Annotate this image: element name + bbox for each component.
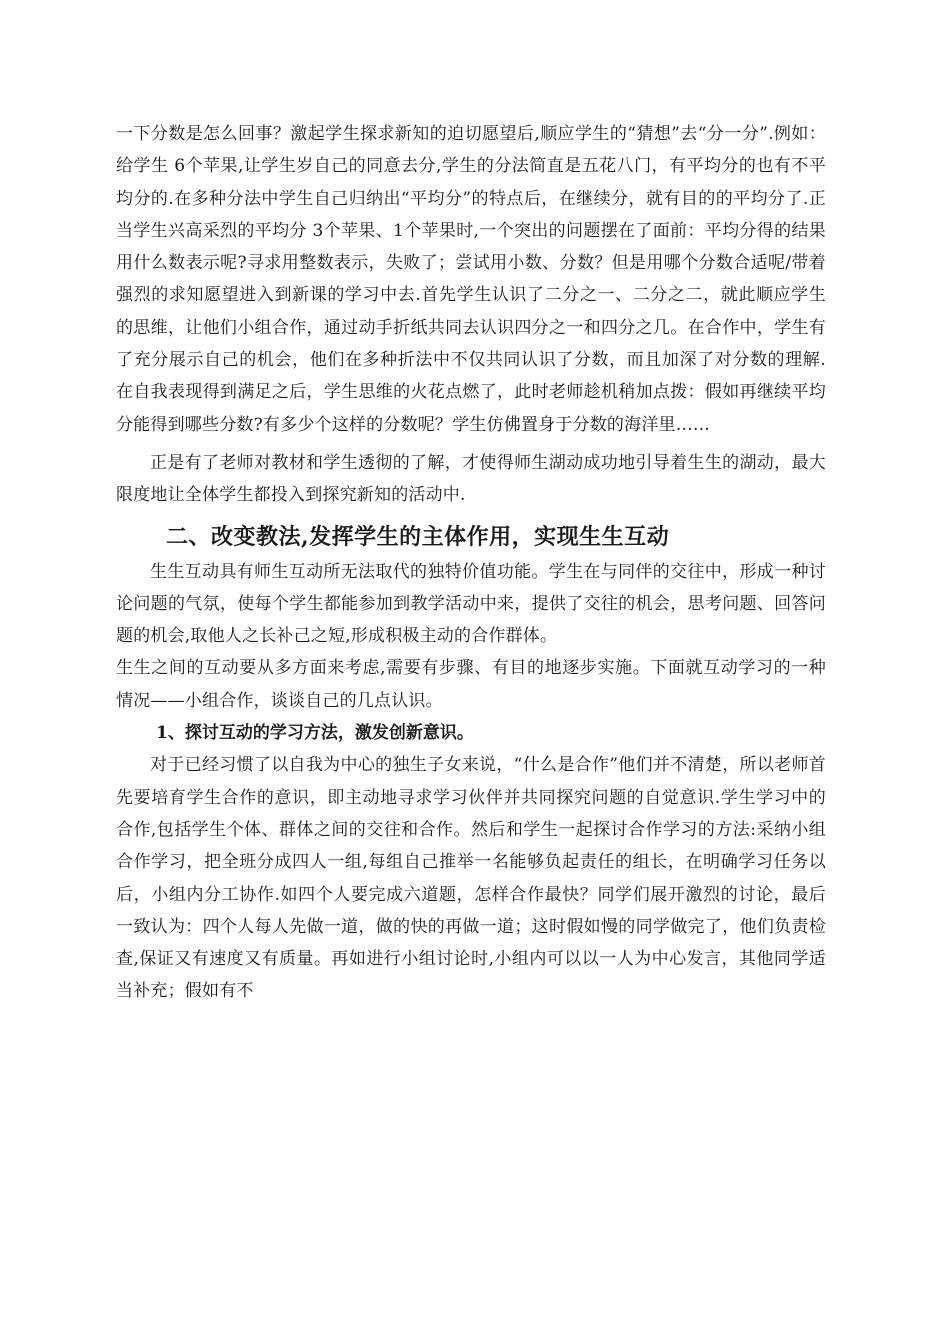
subsection-heading-learning-method: 1、探讨互动的学习方法，激发创新意识。 bbox=[156, 723, 474, 744]
paragraph-student-interaction-value: 生生互动具有师生互动所无法取代的独特价值功能。学生在与同伴的交往中，形成一种讨论问题的气氛，使每个学生都能参加到教学活动中来，提供了交往的机会，思考问题、回答问题的机会,取他人之长补己之短,形成积极主动的合作群体。 bbox=[116, 561, 826, 647]
section-heading-student-interaction: 二、改变教法,发挥学生的主体作用，实现生生互动 bbox=[166, 523, 670, 550]
document-page bbox=[116, 118, 826, 1008]
paragraph-fraction-activity: 一下分数是怎么回事？激起学生探求新知的迫切愿望后,顺应学生的“猜想”去“分一分”.例如：给学生 6个苹果,让学生岁自己的同意去分,学生的分法简直是五花八门，有平均分的也有不平均分的.在多种分法中学生自己归纳出“平均分”的特点后，在继续分，就有目的的平均分了.正当学生兴高采烈的平均分 3个苹果、1个苹果时,一个突出的问题摆在了面前：平均分得的结果用什么数表示呢?寻求用整数表示，失败了；尝试用小数、分数？但是用哪个分数合适呢/带着强烈的求知愿望进入到新课的学习中去.首先学生认识了二分之一、二分之二，就此顺应学生的思维，让他们小组合作，通过动手折纸共同去认识四分之一和四分之几。在合作中，学生有了充分展示自己的机会，他们在多种折法中不仅共同认识了分数，而且加深了对分数的理解.在自我表现得到满足之后，学生思维的火花点燃了，此时老师趁机稍加点拨：假如再继续平均分能得到哪些分数?有多少个这样的分数呢？学生仿佛置身于分数的海洋里…… bbox=[116, 124, 826, 435]
paragraph-teacher-understanding: 正是有了老师对教材和学生透彻的了解，才使得师生湖动成功地引导着生生的湖动，最大限度地让全体学生都投入到探究新知的活动中. bbox=[116, 452, 826, 506]
paragraph-cooperation-method: 对于已经习惯了以自我为中心的独生子女来说，“什么是合作”他们并不清楚，所以老师首先要培育学生合作的意识，即主动地寻求学习伙伴并共同探究问题的自觉意识.学生学习中的合作,包括学生个体、群体之间的交往和合作。然后和学生一起探讨合作学习的方法:采纳小组合作学习，把全班分成四人一组,每组自己推举一名能够负起责任的组长，在明确学习任务以后，小组内分工协作.如四个人要完成六道题，怎样合作最快？同学们展开激烈的讨论，最后一致认为：四个人每人先做一道，做的快的再做一道；这时假如慢的同学做完了，他们负责检查,保证又有速度又有质量。再如进行小组讨论时,小组内可以以一人为中心发言，其他同学适当补充；假如有不 bbox=[116, 755, 826, 1002]
paragraph-interaction-steps: 生生之间的互动要从多方面来考虑,需要有步骤、有目的地逐步实施。下面就互动学习的一种情况——小组合作，谈谈自己的几点认识。 bbox=[116, 658, 826, 711]
